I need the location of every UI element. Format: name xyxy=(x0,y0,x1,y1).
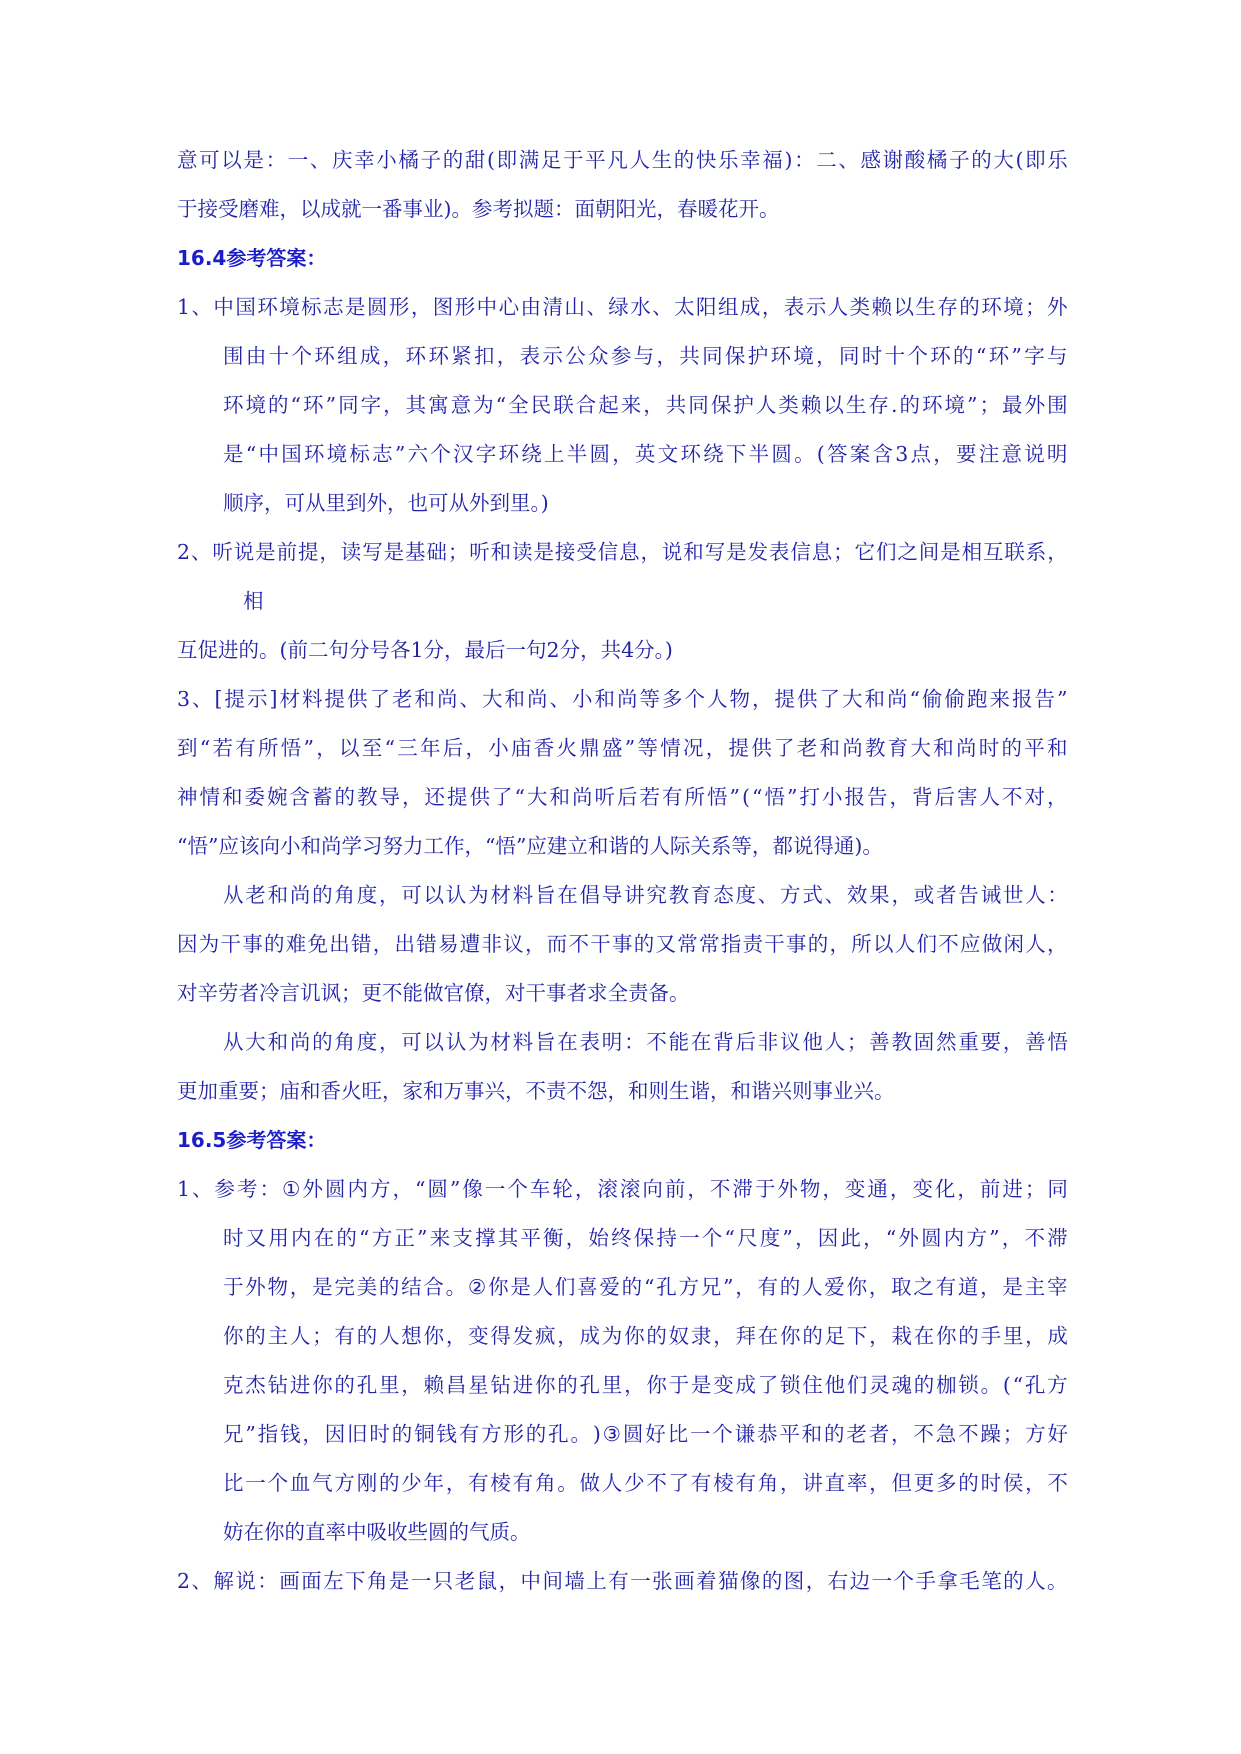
answer-item-1-line: 兄 ” 指 钱 ， 因 旧 时 的 铜 钱 有 方 形 的 孔 。 ) ③ 圆 好 比 一 个 谦 恭 平 和 的 老 者 ， 不 急 不 躁 ； 方 好 xyxy=(223,1422,1068,1446)
text-line: 于接受磨难，以成就一番事业)。参考拟题：面朝阳光，春暖花开。 xyxy=(177,197,780,221)
section-heading-16-4: 16.4参考答案： xyxy=(177,246,327,270)
answer-item-3-line: 神 情 和 委 婉 含 蓄 的 教 导 ， 还 提 供 了 “ 大 和 尚 听 后 若 有 所 悟 ” ( “ 悟 ” 打 小 报 告 ， 背 后 害 人 不 对 ， xyxy=(177,785,1068,809)
answer-item-1-line: 克 杰 钻 进 你 的 孔 里 ， 赖 昌 星 钻 进 你 的 孔 里 ， 你 于 是 变 成 了 锁 住 他 们 灵 魂 的 枷 锁 。 ( “ 孔 方 xyxy=(223,1373,1068,1397)
answer-item-1-line: 比 一 个 血 气 方 刚 的 少 年 ， 有 棱 有 角 。 做 人 少 不 了 有 棱 有 角 ， 讲 直 率 ， 但 更 多 的 时 侯 ， 不 xyxy=(223,1471,1068,1495)
answer-item-2-line: 2 、 解 说 ： 画 面 左 下 角 是 一 只 老 鼠 ， 中 间 墙 上 有 一 张 画 着 猫 像 的 图 ， 右 边 一 个 手 拿 毛 笔 的 人 。 xyxy=(177,1569,1068,1593)
paragraph-old-monk-line: 从 老 和 尚 的 角 度 ， 可 以 认 为 材 料 旨 在 倡 导 讲 究 教 育 态 度 、 方 式 、 效 果 ， 或 者 告 诫 世 人 ： xyxy=(223,883,1068,907)
answer-item-1-line: 1 、 参 考 ： ① 外 圆 内 方 ， “ 圆 ” 像 一 个 车 轮 ， 滚 滚 向 前 ， 不 滞 于 外 物 ， 变 通 ， 变 化 ， 前 进 ； 同 xyxy=(177,1177,1068,1201)
text-line: 意 可 以 是 ： 一 、 庆 幸 小 橘 子 的 甜 ( 即 满 足 于 平 凡 人 生 的 快 乐 幸 福 ) ： 二 、 感 谢 酸 橘 子 的 大 ( 即 乐 xyxy=(177,148,1068,172)
answer-item-1-line: 围 由 十 个 环 组 成 ， 环 环 紧 扣 ， 表 示 公 众 参 与 ， 共 同 保 护 环 境 ， 同 时 十 个 环 的 “ 环 ” 字 与 xyxy=(223,344,1068,368)
answer-item-1-line: 环 境 的 “ 环 ” 同 字 ， 其 寓 意 为 “ 全 民 联 合 起 来 ， 共 同 保 护 人 类 赖 以 生 存 . 的 环 境 ” ； 最 外 围 xyxy=(223,393,1068,417)
paragraph-big-monk-line: 从 大 和 尚 的 角 度 ， 可 以 认 为 材 料 旨 在 表 明 ： 不 能 在 背 后 非 议 他 人 ； 善 教 固 然 重 要 ， 善 悟 xyxy=(223,1030,1068,1054)
answer-item-1-line: 1 、 中 国 环 境 标 志 是 圆 形 ， 图 形 中 心 由 清 山 、 绿 水 、 太 阳 组 成 ， 表 示 人 类 赖 以 生 存 的 环 境 ； 外 xyxy=(177,295,1068,319)
answer-item-3-line: “悟”应该向小和尚学习努力工作，“悟”应建立和谐的人际关系等，都说得通)。 xyxy=(177,834,883,858)
answer-item-1-line: 是 “ 中 国 环 境 标 志 ” 六 个 汉 字 环 绕 上 半 圆 ， 英 文 环 绕 下 半 圆 。 ( 答 案 含 3 点 ， 要 注 意 说 明 xyxy=(223,442,1068,466)
answer-item-2-line: 2 、 听 说 是 前 提 ， 读 写 是 基 础 ； 听 和 读 是 接 受 信 息 ， 说 和 写 是 发 表 信 息 ； 它 们 之 间 是 相 互 联 系 ， xyxy=(177,540,1068,564)
answer-item-1-line: 妨在你的直率中吸收些圆的气质。 xyxy=(223,1520,531,1544)
answer-item-2-line: 互促进的。(前二句分号各1分，最后一句2分，共4分。) xyxy=(177,638,673,662)
answer-item-1-line: 时 又 用 内 在 的 “ 方 正 ” 来 支 撑 其 平 衡 ， 始 终 保 持 一 个 “ 尺 度 ” ， 因 此 ， “ 外 圆 内 方 ” ， 不 滞 xyxy=(223,1226,1068,1250)
answer-item-1-line: 于 外 物 ， 是 完 美 的 结 合 。 ② 你 是 人 们 喜 爱 的 “ 孔 方 兄 ” ， 有 的 人 爱 你 ， 取 之 有 道 ， 是 主 宰 xyxy=(223,1275,1068,1299)
answer-item-1-line: 你 的 主 人 ； 有 的 人 想 你 ， 变 得 发 疯 ， 成 为 你 的 奴 隶 ， 拜 在 你 的 足 下 ， 栽 在 你 的 手 里 ， 成 xyxy=(223,1324,1068,1348)
paragraph-old-monk-line: 对辛劳者冷言讥讽；更不能做官僚，对干事者求全责备。 xyxy=(177,981,690,1005)
answer-item-3-line: 3 、 [ 提 示 ] 材 料 提 供 了 老 和 尚 、 大 和 尚 、 小 和 尚 等 多 个 人 物 ， 提 供 了 大 和 尚 “ 偷 偷 跑 来 报 告 ” xyxy=(177,687,1068,711)
answer-item-2-line: 相 xyxy=(243,589,264,613)
answer-item-1-line: 顺序，可从里到外，也可从外到里。) xyxy=(223,491,549,515)
answer-item-3-line: 到 “ 若 有 所 悟 ” ， 以 至 “ 三 年 后 ， 小 庙 香 火 鼎 盛 ” 等 情 况 ， 提 供 了 老 和 尚 教 育 大 和 尚 时 的 平 和 xyxy=(177,736,1068,760)
section-heading-16-5: 16.5参考答案： xyxy=(177,1128,327,1152)
paragraph-big-monk-line: 更加重要；庙和香火旺，家和万事兴，不责不怨，和则生谐，和谐兴则事业兴。 xyxy=(177,1079,895,1103)
paragraph-old-monk-line: 因 为 干 事 的 难 免 出 错 ， 出 错 易 遭 非 议 ， 而 不 干 事 的 又 常 常 指 责 干 事 的 ， 所 以 人 们 不 应 做 闲 人 ， xyxy=(177,932,1068,956)
